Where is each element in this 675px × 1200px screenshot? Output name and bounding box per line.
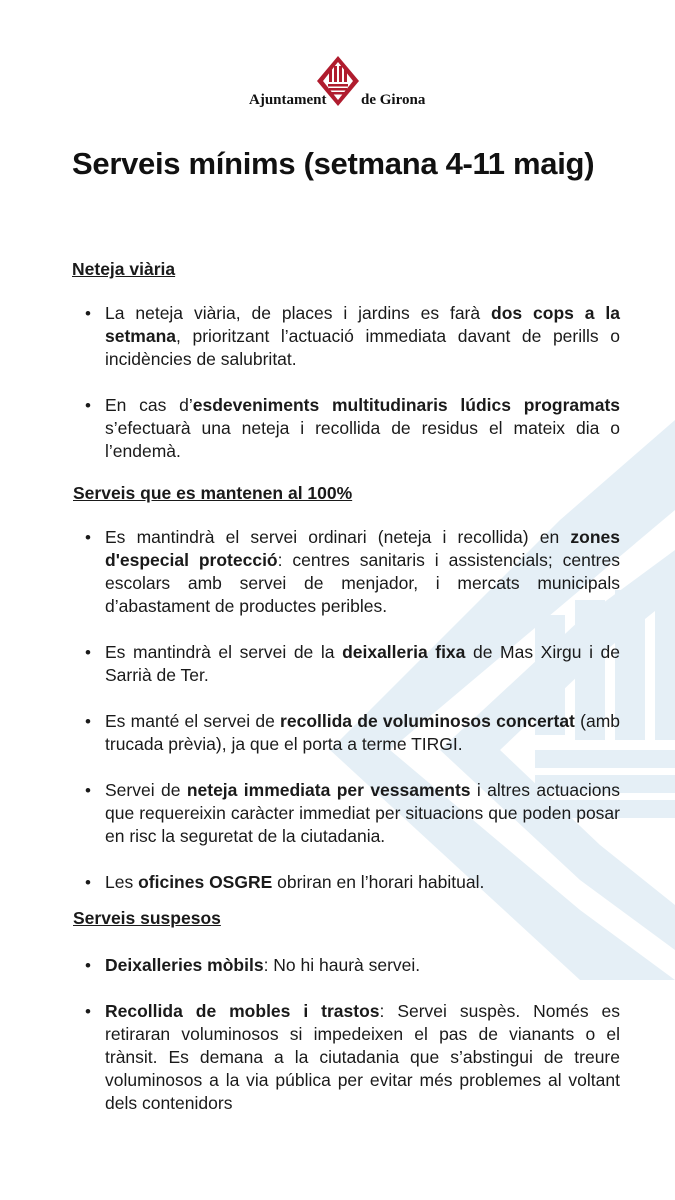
- list-mantenen: [72, 526, 620, 894]
- section-heading-mantenen: Serveis que es mantenen al 100%: [73, 483, 353, 503]
- list-item: • Es mantindrà el servei de la deixalleria fixa de Mas Xirgu i de Sarrià de Ter.: [72, 641, 620, 687]
- list-item: • Les oficines OSGRE obriran en l’horari habitual.: [72, 871, 620, 894]
- logo-text-left: Ajuntament: [249, 92, 327, 108]
- list-item: • La neteja viària, de places i jardins es farà dos cops a la setmana, prioritzant l’actuació immediata davant de perills o incidències de salubritat.: [72, 302, 620, 371]
- list-item: • Deixalleries mòbils: No hi haurà servei.: [72, 954, 620, 977]
- list-neteja: [72, 302, 620, 463]
- girona-emblem-icon: [316, 55, 360, 107]
- section-heading-neteja: Neteja viària: [72, 259, 176, 279]
- section-heading-suspesos: Serveis suspesos: [73, 908, 221, 928]
- page-title: Serveis mínims (setmana 4-11 maig): [72, 146, 595, 181]
- list-item: • Servei de neteja immediata per vessaments i altres actuacions que requereixin caràcter immediat per situacions que poden posar en risc la seguretat de la ciutadania.: [72, 779, 620, 848]
- list-item: • Es manté el servei de recollida de voluminosos concertat (amb trucada prèvia), ja que el porta a terme TIRGI.: [72, 710, 620, 756]
- list-item: • Recollida de mobles i trastos: Servei suspès. Només es retiraran voluminosos si impedeixen el pas de vianants o el trànsit. Es demana a la ciutadania que s’abstingui de treure voluminosos a la via pública per evitar més problemes al voltant dels contenidors: [72, 1000, 620, 1115]
- list-item: • Es mantindrà el servei ordinari (neteja i recollida) en zones d'especial protecció: centres sanitaris i assistencials; centres escolars amb servei de menjador, i mercats municipals d’abastament de productes peribles.: [72, 526, 620, 618]
- logo-text-right: de Girona: [361, 92, 426, 108]
- list-item: • En cas d’esdeveniments multitudinaris lúdics programats s’efectuarà una neteja i recollida de residus el mateix dia o l’endemà.: [72, 394, 620, 463]
- city-logo: [0, 55, 675, 115]
- list-suspesos: [72, 954, 620, 1115]
